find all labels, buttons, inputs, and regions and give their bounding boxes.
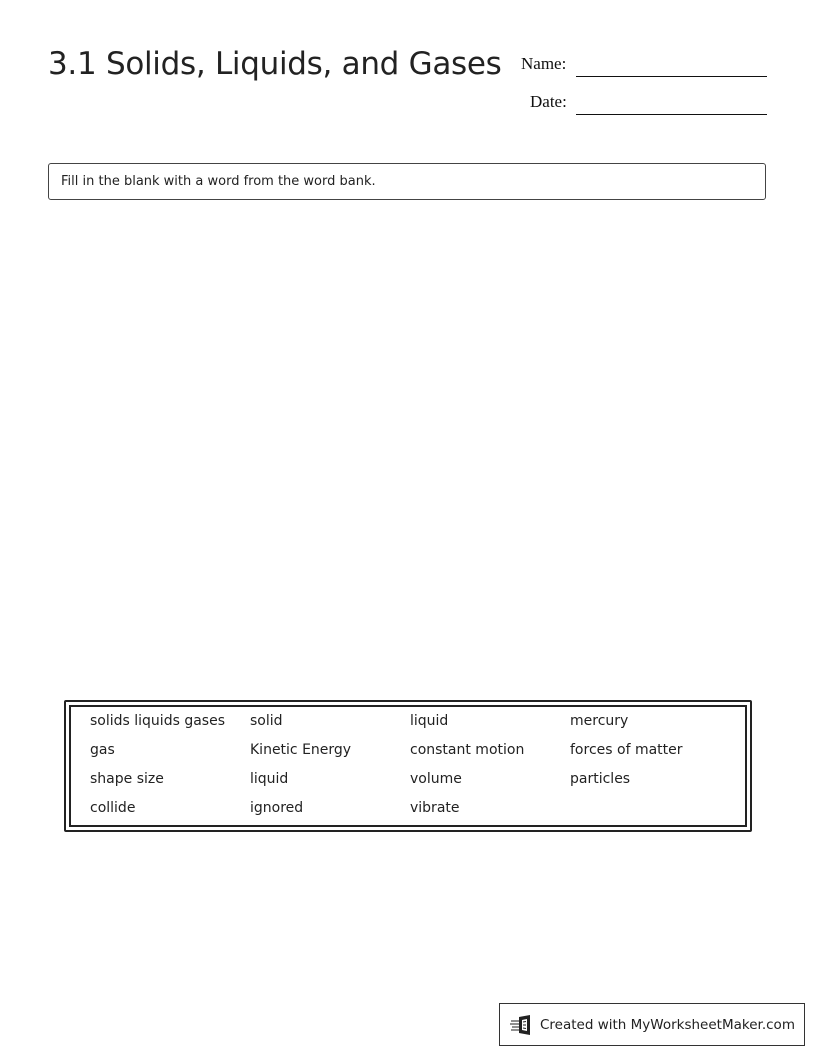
name-field-line[interactable]	[576, 76, 767, 77]
date-field-line[interactable]	[576, 114, 767, 115]
word-bank-item: liquid	[250, 771, 289, 787]
word-bank-grid	[90, 711, 730, 827]
word-bank-item: liquid	[410, 713, 449, 729]
word-bank-item: gas	[90, 742, 115, 758]
word-bank-item: particles	[570, 771, 631, 787]
page-title: 3.1 Solids, Liquids, and Gases	[48, 46, 502, 82]
footer-badge[interactable]	[499, 1003, 805, 1046]
word-bank-item: volume	[410, 771, 462, 787]
word-bank-item: solids liquids gases	[90, 713, 225, 729]
word-bank-item: vibrate	[410, 800, 460, 816]
date-label: Date:	[530, 92, 567, 111]
word-bank-item: mercury	[570, 713, 629, 729]
instructions-box	[48, 163, 766, 200]
word-bank-item: collide	[90, 800, 136, 816]
word-bank-item: shape size	[90, 771, 164, 787]
word-bank-item: solid	[250, 713, 283, 729]
name-label: Name:	[521, 54, 567, 73]
word-bank	[64, 700, 752, 832]
word-bank-item: constant motion	[410, 742, 525, 758]
footer-text: Created with MyWorksheetMaker.com	[540, 1016, 795, 1033]
word-bank-item: forces of matter	[570, 742, 683, 758]
instructions-text: Fill in the blank with a word from the word bank.	[61, 174, 376, 189]
word-bank-item: ignored	[250, 800, 304, 816]
worksheet-maker-logo-icon	[510, 1014, 534, 1036]
word-bank-item: Kinetic Energy	[250, 742, 352, 758]
